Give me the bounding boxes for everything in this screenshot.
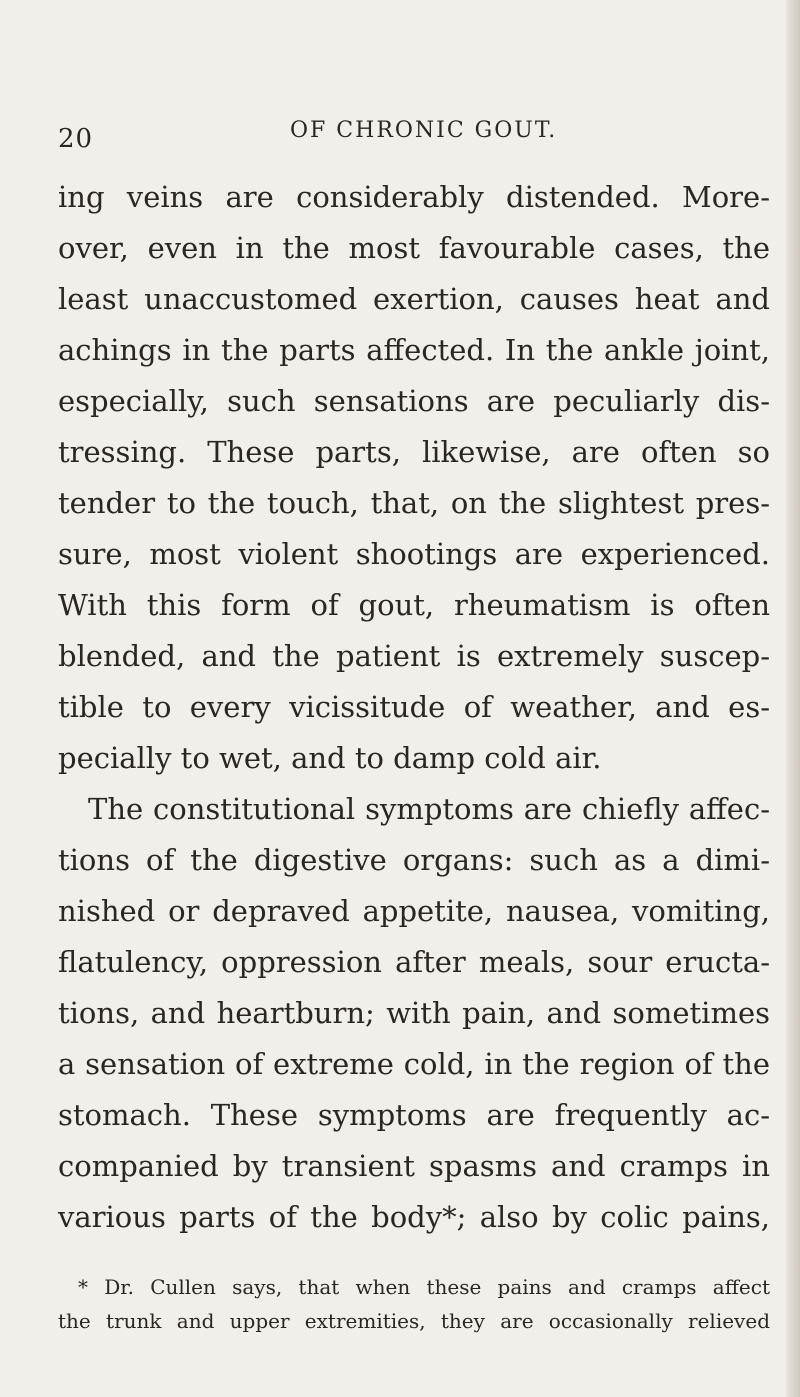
footnote-line: * Dr. Cullen says, that when these pains and cramps affect [78,1275,770,1299]
text-line: various parts of the body*; also by colic pains, [58,1200,770,1234]
text-line: The constitutional symptoms are chiefly affec- [88,792,770,826]
body-text [58,172,770,1243]
text-line: sure, most violent shootings are experienced. [58,537,770,571]
text-line: least unaccustomed exertion, causes heat and [58,282,770,316]
text-line: achings in the parts affected. In the ankle joint, [58,333,770,367]
footnote [58,1270,770,1338]
text-line: especially, such sensations are peculiarly dis- [58,384,770,418]
running-head: OF CHRONIC GOUT. [290,118,558,143]
text-line: With this form of gout, rheumatism is often [58,588,770,622]
text-line: pecially to wet, and to damp cold air. [58,741,602,775]
text-line: nished or depraved appetite, nausea, vomiting, [58,894,770,928]
text-line: tressing. These parts, likewise, are often so [58,435,770,469]
text-line: over, even in the most favourable cases, the [58,231,770,265]
text-line: tions, and heartburn; with pain, and sometimes [58,996,770,1030]
page-edge [786,0,800,1397]
text-line: tions of the digestive organs: such as a dimi- [58,843,770,877]
footnote-line: the trunk and upper extremities, they are occasionally relieved [58,1309,770,1333]
text-line: flatulency, oppression after meals, sour eructa- [58,945,770,979]
text-line: blended, and the patient is extremely suscep- [58,639,770,673]
text-line: tender to the touch, that, on the slightest pres- [58,486,770,520]
text-line: tible to every vicissitude of weather, and es- [58,690,770,724]
text-line: a sensation of extreme cold, in the region of the [58,1047,770,1081]
page-number: 20 [58,124,94,154]
text-line: stomach. These symptoms are frequently ac- [58,1098,770,1132]
text-line: companied by transient spasms and cramps in [58,1149,770,1183]
text-line: ing veins are considerably distended. More- [58,180,770,214]
page-header [58,114,758,154]
